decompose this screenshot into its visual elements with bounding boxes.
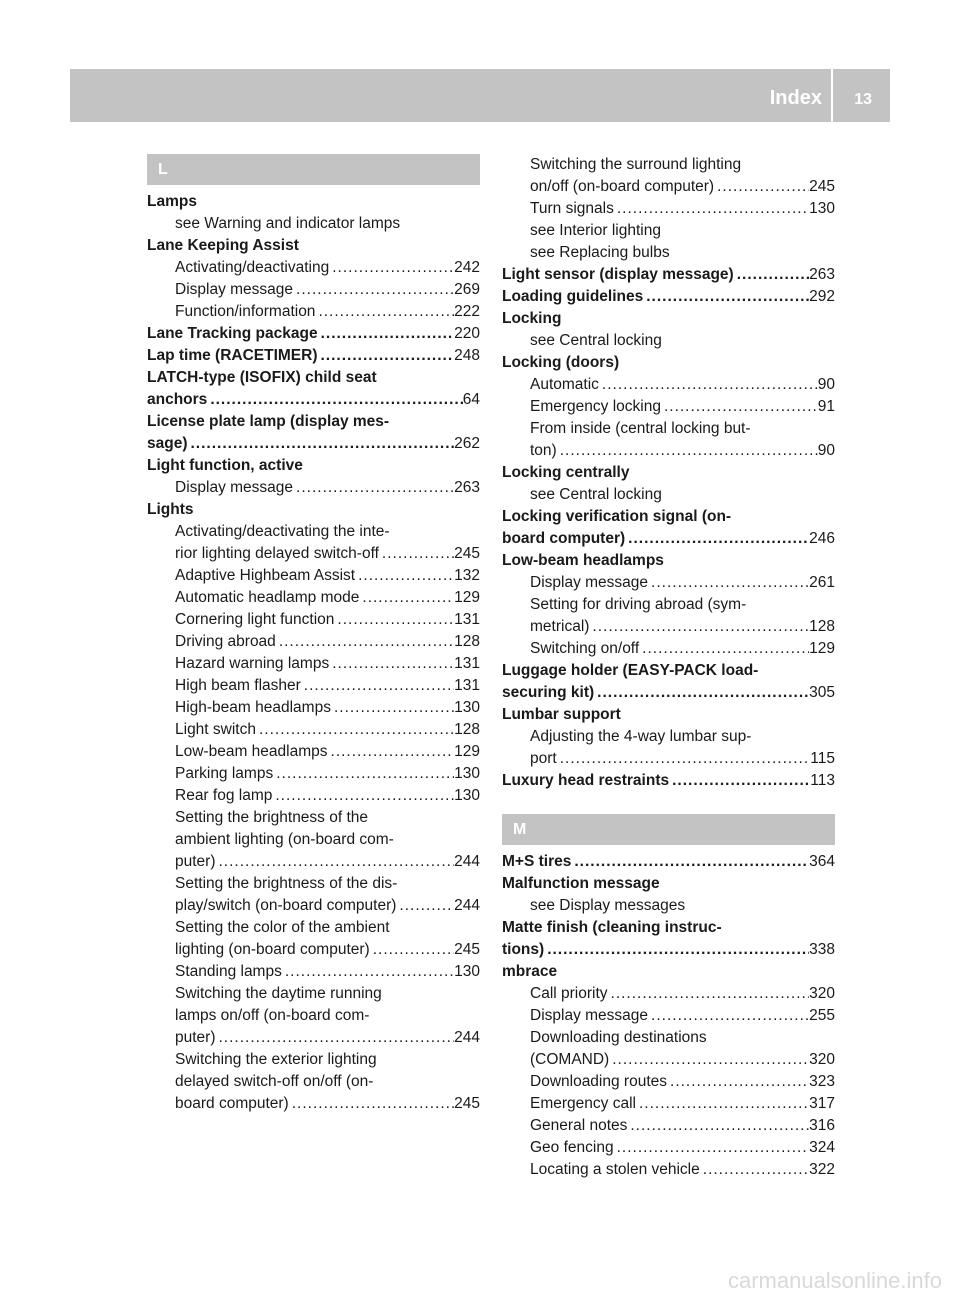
entry-text: Call priority (530, 985, 608, 1002)
entry-page-number: 263 (454, 479, 480, 496)
entry-page-number: 130 (454, 963, 480, 980)
entry-text: securing kit) (502, 684, 595, 701)
leader-dots (396, 895, 454, 917)
index-subentry (502, 154, 835, 176)
entry-text: Display message (530, 1007, 649, 1024)
leader-dots (370, 939, 454, 961)
index-subentry (147, 521, 480, 543)
leader-dots (599, 374, 818, 396)
index-subentry (147, 301, 480, 323)
entry-page-number: 324 (809, 1139, 835, 1156)
leader-dots (379, 543, 454, 565)
entry-text: High beam flasher (175, 677, 301, 694)
leader-dots (589, 616, 809, 638)
index-subentry (147, 675, 480, 697)
entry-text: Switching the exterior lighting (175, 1051, 377, 1068)
index-entry-heading (502, 506, 835, 528)
entry-page-number: 244 (454, 897, 480, 914)
entry-text: board computer) (502, 530, 626, 547)
watermark: carmanualsonline.info (727, 1268, 942, 1293)
index-entry-heading (502, 770, 835, 792)
index-entry-heading (502, 939, 835, 961)
index-subentry (502, 748, 835, 770)
index-subentry (147, 1093, 480, 1115)
index-subentry (502, 484, 835, 506)
entry-text: Switching on/off (530, 640, 640, 657)
index-subentry (502, 895, 835, 917)
page-header-bar (70, 69, 890, 122)
index-entry-heading (147, 389, 480, 411)
leader-dots (627, 1115, 809, 1137)
index-subentry (502, 330, 835, 352)
entry-text: LATCH-type (ISOFIX) child seat (147, 369, 377, 386)
index-subentry (502, 374, 835, 396)
entry-text: puter) (175, 1029, 216, 1046)
index-subentry (147, 895, 480, 917)
leader-dots (256, 719, 454, 741)
entry-text: Downloading destinations (530, 1029, 707, 1046)
leader-dots (700, 1159, 809, 1181)
index-entries-l-continued (502, 154, 835, 792)
entry-text: Lumbar support (502, 706, 621, 723)
index-entry-heading (502, 264, 835, 286)
leader-dots (188, 433, 455, 455)
entry-page-number: 320 (809, 1051, 835, 1068)
entry-page-number: 90 (817, 376, 835, 393)
leader-dots (334, 609, 454, 631)
entry-page-number: 292 (809, 288, 835, 305)
entry-text: Geo fencing (530, 1139, 614, 1156)
leader-dots (273, 763, 454, 785)
index-entry-heading (502, 352, 835, 374)
entry-text: Setting the brightness of the dis- (175, 875, 398, 892)
entry-text: board computer) (175, 1095, 289, 1112)
section-heading-m: M (502, 814, 835, 845)
entry-text: see Interior lighting (530, 222, 661, 239)
entry-text: Lane Keeping Assist (147, 237, 299, 254)
entry-page-number: 261 (809, 574, 835, 591)
index-entry-heading (502, 851, 835, 873)
entry-text: mbrace (502, 963, 558, 980)
leader-dots (669, 770, 810, 792)
entry-text: Locating a stolen vehicle (530, 1161, 700, 1178)
leader-dots (318, 323, 455, 345)
index-entry-heading (502, 917, 835, 939)
entry-page-number: 263 (809, 266, 835, 283)
index-subentry (147, 477, 480, 499)
entry-text: Driving abroad (175, 633, 276, 650)
index-subentry (502, 726, 835, 748)
entry-text: Malfunction message (502, 875, 660, 892)
leader-dots (276, 631, 454, 653)
entry-text: Lamps (147, 193, 197, 210)
entry-text: Locking verification signal (on- (502, 508, 732, 525)
entry-text: see Display messages (530, 897, 686, 914)
index-subentry (147, 257, 480, 279)
index-subentry (147, 829, 480, 851)
leader-dots (636, 1093, 809, 1115)
index-entries-l (147, 191, 480, 1115)
leader-dots (293, 477, 454, 499)
entry-text: sage) (147, 435, 188, 452)
entry-text: Adjusting the 4-way lumbar sup- (530, 728, 752, 745)
index-subentry (147, 873, 480, 895)
entry-text: Locking centrally (502, 464, 630, 481)
entry-page-number: 364 (809, 853, 835, 870)
index-entry-heading (147, 411, 480, 433)
index-entry-heading (502, 462, 835, 484)
header-divider (831, 69, 833, 122)
leader-dots (328, 741, 455, 763)
entry-text: From inside (central locking but- (530, 420, 751, 437)
entry-page-number: 90 (817, 442, 835, 459)
index-subentry (502, 1005, 835, 1027)
entry-text: Light function, active (147, 457, 303, 474)
entry-text: Low-beam headlamps (502, 552, 664, 569)
leader-dots (315, 301, 454, 323)
entry-text: Loading guidelines (502, 288, 644, 305)
index-subentry (502, 638, 835, 660)
index-subentry (147, 719, 480, 741)
entry-text: Automatic (530, 376, 599, 393)
index-entry-heading (502, 961, 835, 983)
index-subentry (147, 213, 480, 235)
entry-page-number: 322 (809, 1161, 835, 1178)
entry-page-number: 323 (809, 1073, 835, 1090)
entry-page-number: 262 (454, 435, 480, 452)
entry-page-number: 244 (454, 853, 480, 870)
leader-dots (329, 257, 454, 279)
index-entry-heading (502, 550, 835, 572)
entry-text: Emergency call (530, 1095, 636, 1112)
entry-page-number: 115 (810, 750, 835, 767)
index-subentry (147, 1027, 480, 1049)
index-subentry (147, 983, 480, 1005)
index-entry-heading (147, 235, 480, 257)
page-number: 13 (854, 91, 872, 108)
leader-dots (608, 983, 810, 1005)
index-entry-heading (147, 367, 480, 389)
entry-page-number: 130 (454, 699, 480, 716)
entry-text: M+S tires (502, 853, 572, 870)
index-subentry (147, 587, 480, 609)
entry-text: Adaptive Highbeam Assist (175, 567, 356, 584)
leader-dots (355, 565, 454, 587)
entry-page-number: 91 (817, 398, 835, 415)
index-entry-heading (147, 345, 480, 367)
index-entry-heading (147, 433, 480, 455)
index-subentry (147, 279, 480, 301)
section-heading-l: L (147, 154, 480, 185)
entry-page-number: 248 (454, 347, 480, 364)
leader-dots (216, 1027, 455, 1049)
entry-page-number: 130 (809, 200, 835, 217)
index-subentry (147, 543, 480, 565)
index-subentry (147, 939, 480, 961)
entry-text: Function/information (175, 303, 316, 320)
index-subentry (502, 1137, 835, 1159)
entry-page-number: 245 (454, 1095, 480, 1112)
index-subentry (147, 653, 480, 675)
entry-text: Display message (530, 574, 649, 591)
entry-page-number: 132 (454, 567, 480, 584)
entry-page-number: 129 (454, 743, 480, 760)
entry-text: Parking lamps (175, 765, 274, 782)
leader-dots (282, 961, 454, 983)
leader-dots (614, 1137, 810, 1159)
entry-text: Low-beam headlamps (175, 743, 328, 760)
leader-dots (639, 638, 809, 660)
entry-page-number: 316 (809, 1117, 835, 1134)
index-subentry (147, 697, 480, 719)
index-subentry (147, 565, 480, 587)
entry-text: ambient lighting (on-board com- (175, 831, 394, 848)
entry-text: ton) (530, 442, 557, 459)
entry-text: Display message (175, 281, 294, 298)
index-subentry (502, 572, 835, 594)
entry-text: lighting (on-board computer) (175, 941, 370, 958)
leader-dots (571, 851, 809, 873)
entry-page-number: 245 (454, 545, 480, 562)
entry-page-number: 128 (454, 633, 480, 650)
entry-page-number: 131 (454, 611, 480, 628)
entry-page-number: 245 (809, 178, 835, 195)
entry-text: Automatic headlamp mode (175, 589, 360, 606)
leader-dots (557, 748, 811, 770)
entry-text: Lap time (RACETIMER) (147, 347, 318, 364)
entry-text: Activating/deactivating (175, 259, 330, 276)
leader-dots (643, 286, 809, 308)
index-subentry (147, 1049, 480, 1071)
leader-dots (661, 396, 818, 418)
entry-text: Light sensor (display message) (502, 266, 734, 283)
index-entry-heading (502, 682, 835, 704)
entry-text: metrical) (530, 618, 590, 635)
entry-page-number: 245 (454, 941, 480, 958)
leader-dots (614, 198, 809, 220)
index-subentry (502, 983, 835, 1005)
index-subentry (502, 396, 835, 418)
index-entry-heading (147, 323, 480, 345)
entry-text: play/switch (on-board computer) (175, 897, 397, 914)
index-entry-heading (502, 873, 835, 895)
index-entries-m (502, 851, 835, 1181)
index-entry-heading (502, 308, 835, 330)
entry-text: High-beam headlamps (175, 699, 331, 716)
leader-dots (301, 675, 454, 697)
index-subentry (502, 594, 835, 616)
entry-page-number: 255 (809, 1007, 835, 1024)
entry-page-number: 128 (454, 721, 480, 738)
index-subentry (147, 785, 480, 807)
entry-text: Setting the color of the ambient (175, 919, 390, 936)
leader-dots (609, 1049, 809, 1071)
index-subentry (502, 440, 835, 462)
index-entry-heading (147, 455, 480, 477)
entry-text: on/off (on-board computer) (530, 178, 715, 195)
entry-text: Lights (147, 501, 194, 518)
index-subentry (147, 609, 480, 631)
entry-page-number: 130 (454, 787, 480, 804)
leader-dots (648, 572, 809, 594)
index-subentry (502, 176, 835, 198)
leader-dots (331, 697, 454, 719)
index-subentry (147, 741, 480, 763)
entry-text: Switching the surround lighting (530, 156, 742, 173)
entry-page-number: 242 (454, 259, 480, 276)
entry-text: Lane Tracking package (147, 325, 318, 342)
index-subentry (147, 961, 480, 983)
index-subentry (147, 917, 480, 939)
index-subentry (502, 1071, 835, 1093)
index-entry-heading (147, 191, 480, 213)
entry-text: anchors (147, 391, 208, 408)
index-entry-heading (502, 528, 835, 550)
entry-text: puter) (175, 853, 216, 870)
leader-dots (557, 440, 818, 462)
entry-page-number: 305 (809, 684, 835, 701)
leader-dots (544, 939, 809, 961)
entry-text: Matte finish (cleaning instruc- (502, 919, 722, 936)
entry-page-number: 269 (454, 281, 480, 298)
index-column-left (147, 154, 480, 1115)
index-subentry (502, 220, 835, 242)
leader-dots (293, 279, 454, 301)
index-subentry (502, 1115, 835, 1137)
index-subentry (147, 851, 480, 873)
entry-text: Light switch (175, 721, 256, 738)
index-subentry (502, 1049, 835, 1071)
entry-page-number: 129 (454, 589, 480, 606)
entry-text: delayed switch-off on/off (on- (175, 1073, 374, 1090)
leader-dots (714, 176, 809, 198)
entry-page-number: 338 (809, 941, 835, 958)
leader-dots (272, 785, 454, 807)
entry-text: (COMAND) (530, 1051, 610, 1068)
leader-dots (625, 528, 809, 550)
leader-dots (289, 1093, 454, 1115)
entry-text: see Central locking (530, 486, 662, 503)
entry-page-number: 222 (454, 303, 480, 320)
entry-text: Rear fog lamp (175, 787, 273, 804)
index-subentry (502, 242, 835, 264)
entry-text: General notes (530, 1117, 628, 1134)
index-subentry (147, 1005, 480, 1027)
entry-text: Hazard warning lamps (175, 655, 330, 672)
index-subentry (147, 1071, 480, 1093)
index-subentry (502, 198, 835, 220)
entry-page-number: 320 (809, 985, 835, 1002)
entry-text: see Replacing bulbs (530, 244, 670, 261)
entry-page-number: 113 (810, 772, 835, 789)
entry-text: port (530, 750, 557, 767)
entry-text: Locking (doors) (502, 354, 620, 371)
index-entry-heading (502, 286, 835, 308)
index-subentry (147, 631, 480, 653)
index-subentry (502, 1159, 835, 1181)
entry-text: License plate lamp (display mes- (147, 413, 390, 430)
entry-text: Cornering light function (175, 611, 335, 628)
index-subentry (147, 763, 480, 785)
leader-dots (207, 389, 462, 411)
page-title: Index (769, 87, 822, 109)
entry-text: Setting for driving abroad (sym- (530, 596, 747, 613)
entry-text: rior lighting delayed switch-off (175, 545, 379, 562)
entry-text: Switching the daytime running (175, 985, 382, 1002)
index-subentry (147, 807, 480, 829)
entry-page-number: 129 (809, 640, 835, 657)
entry-text: Emergency locking (530, 398, 661, 415)
entry-text: lamps on/off (on-board com- (175, 1007, 370, 1024)
entry-page-number: 220 (454, 325, 480, 342)
entry-text: Luxury head restraints (502, 772, 670, 789)
entry-text: Activating/deactivating the inte- (175, 523, 390, 540)
entry-page-number: 246 (809, 530, 835, 547)
leader-dots (359, 587, 454, 609)
index-subentry (502, 616, 835, 638)
leader-dots (734, 264, 809, 286)
leader-dots (329, 653, 454, 675)
index-entry-heading (502, 704, 835, 726)
entry-text: Display message (175, 479, 294, 496)
entry-page-number: 64 (462, 391, 480, 408)
index-column-right (502, 154, 835, 1181)
leader-dots (594, 682, 809, 704)
entry-text: Setting the brightness of the (175, 809, 369, 826)
entry-text: see Warning and indicator lamps (175, 215, 401, 232)
entry-text: Luggage holder (EASY-PACK load- (502, 662, 759, 679)
leader-dots (318, 345, 455, 367)
entry-text: Turn signals (530, 200, 614, 217)
entry-text: Downloading routes (530, 1073, 668, 1090)
leader-dots (667, 1071, 809, 1093)
entry-text: see Central locking (530, 332, 662, 349)
leader-dots (216, 851, 455, 873)
entry-page-number: 131 (454, 655, 480, 672)
index-subentry (502, 418, 835, 440)
entry-page-number: 244 (454, 1029, 480, 1046)
entry-page-number: 128 (809, 618, 835, 635)
entry-page-number: 131 (454, 677, 480, 694)
index-subentry (502, 1027, 835, 1049)
index-entry-heading (502, 660, 835, 682)
entry-text: Standing lamps (175, 963, 282, 980)
index-entry-heading (147, 499, 480, 521)
leader-dots (648, 1005, 809, 1027)
index-subentry (502, 1093, 835, 1115)
entry-text: Locking (502, 310, 562, 327)
entry-page-number: 317 (809, 1095, 835, 1112)
entry-page-number: 130 (454, 765, 480, 782)
entry-text: tions) (502, 941, 545, 958)
